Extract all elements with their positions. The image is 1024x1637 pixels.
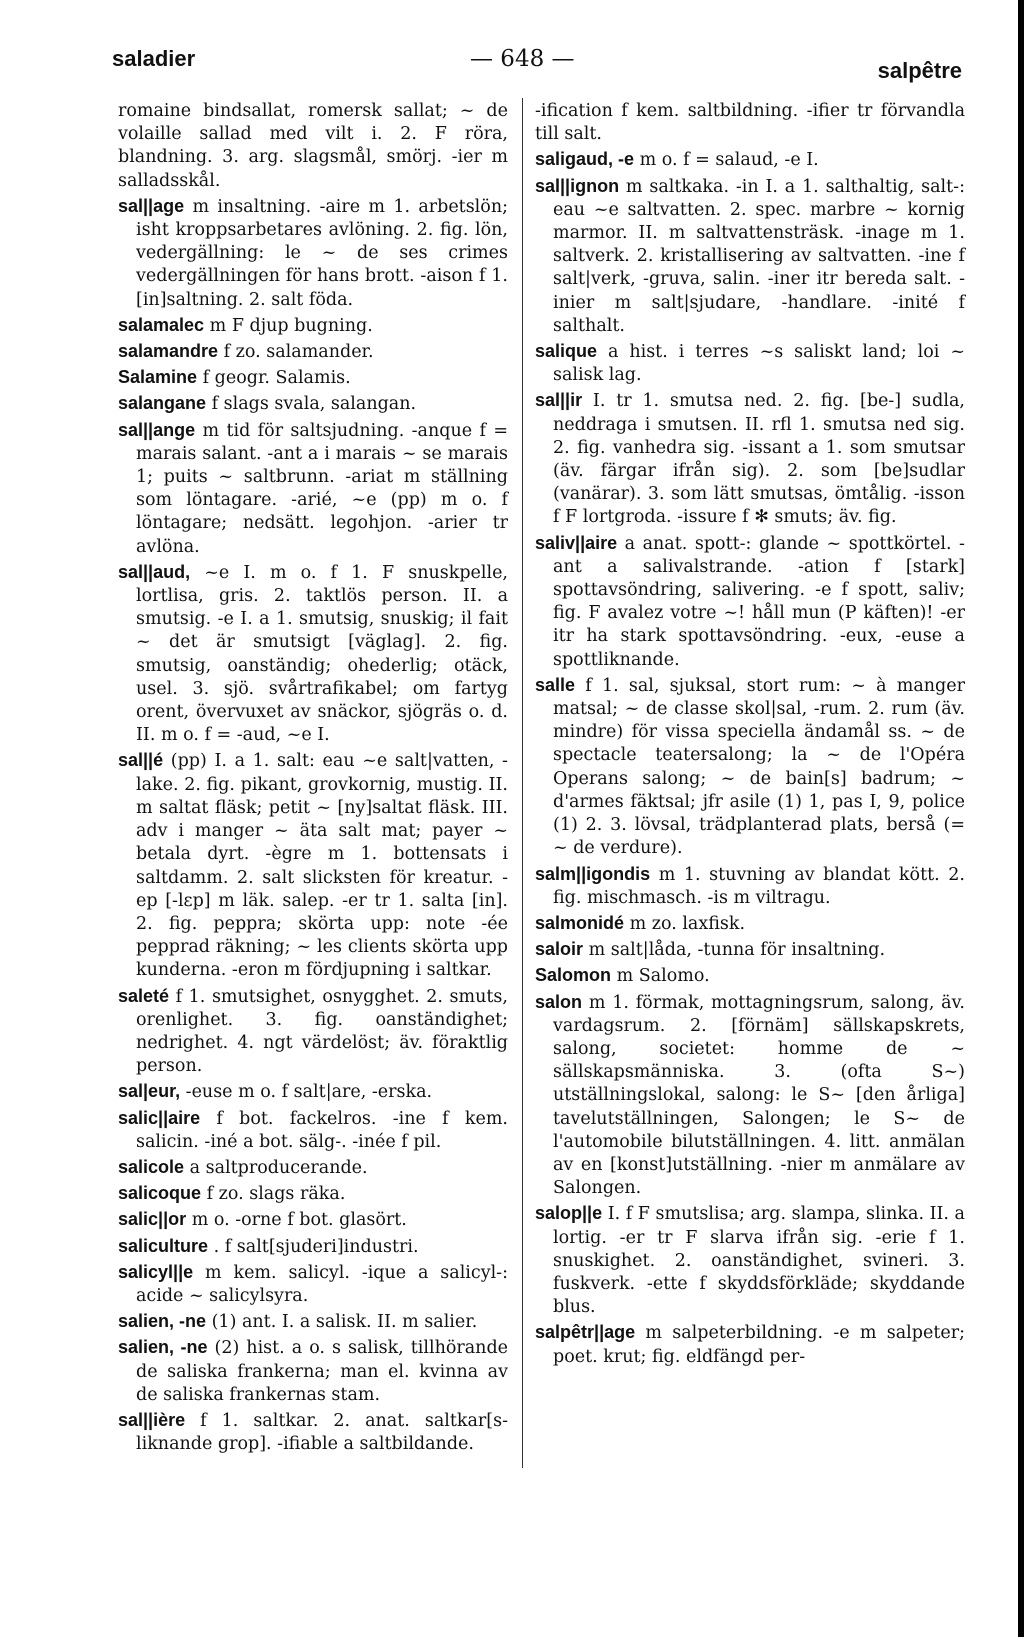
dictionary-entry — [118, 366, 508, 390]
entry-headword: saloir — [535, 939, 584, 960]
entry-definition: a anat. spott-: glande ~ spottkörtel. -ant a salivalstrande. -ation f [stark] spottavsöndring, salivering. -e f spott, saliv; fig. F avalez votre ~! håll mun (P käften)! -er itr ha stark spottavsöndring. -eux, -euse a spottliknande. — [553, 533, 965, 670]
entry-definition: f 1. smutsighet, osnygghet. 2. smuts, orenlighet. 3. fig. oanständighet; nedrighet. 4. ngt värdelöst; äv. föraktlig person. — [136, 986, 508, 1077]
dictionary-entry — [535, 532, 965, 672]
header-right-guideword: salpêtre — [877, 58, 962, 83]
dictionary-entry — [118, 1409, 508, 1456]
dictionary-entry — [535, 674, 965, 861]
page-number: — 648 — — [470, 46, 575, 72]
entry-headword: saliv||aire — [535, 532, 618, 553]
entry-headword: salop||e — [535, 1203, 603, 1224]
dictionary-entry — [118, 1310, 508, 1334]
entry-definition: a saltproducerande. — [189, 1157, 368, 1178]
entry-definition: m salpeterbildning. -e m salpeter; poet. krut; fig. eldfängd per- — [553, 1323, 965, 1367]
entry-definition: m o. -orne f bot. glasört. — [191, 1210, 407, 1231]
entry-headword: sal||é — [118, 750, 164, 771]
left-column — [118, 100, 508, 1458]
entry-definition: m insaltning. -aire m 1. arbetslön; isht kroppsarbetares avlöning. 2. fig. lön, vedergällning: le ~ de ses crimes vedergällningen för hans brott. -aison f 1. [in]saltning. 2. salt föda. — [136, 196, 508, 310]
entry-headword: salicoque — [118, 1183, 202, 1204]
entry-definition: (1) ant. I. a salisk. II. m salier. — [211, 1312, 478, 1333]
dictionary-entry — [118, 1261, 508, 1308]
right-column — [535, 100, 965, 1371]
dictionary-entry — [118, 100, 508, 193]
dictionary-entry — [118, 195, 508, 312]
dictionary-entry — [535, 340, 965, 387]
dictionary-entry — [535, 863, 965, 910]
entry-headword: sal||ir — [535, 390, 583, 411]
dictionary-entry — [535, 938, 965, 962]
entry-definition: f 1. saltkar. 2. anat. saltkar[s-liknande grop]. -ifiable a saltbildande. — [136, 1410, 508, 1455]
entry-definition: m tid för saltsjudning. -anque f = marais salant. -ant a i marais ~ se marais 1; puits ~ saltbrunn. -ariat m ställning som löntagare. -arié, ~e (pp) m o. f löntagare; nedsätt. legohjon. -arier tr avlöna. — [136, 420, 508, 557]
entry-definition: m 1. förmak, mottagningsrum, salong, äv. vardagsrum. 2. [förnäm] sällskapskrets, salong, societet: homme de ~ sällskapsmänniska. 3. (ofta S~) utställningslokal, salong: le S~ [den årliga] tavelutställningen, Salongen; le S~ de l'automobile bilutställningen. 4. litt. anmälan av en [konst]utställning. -nier m anmälare av Salongen. — [553, 992, 965, 1199]
dictionary-entry — [118, 749, 508, 982]
entry-definition: m kem. salicyl. -ique a salicyl-: acide ~ salicylsyra. — [136, 1262, 508, 1306]
entry-definition: (pp) I. a 1. salt: eau ~e salt|vatten, -lake. 2. fig. pikant, grovkornig, mustig. II. m saltat fläsk; petit ~ [ny]saltat fläsk. III. adv i manger ~ äta salt mat; payer ~ betala dyrt. -ègre m 1. bottensats i saltdamm. 2. salt slicksten för kreatur. -ep [-lɛp] m läk. salep. -er tr 1. salta [in]. 2. fig. peppra; skörta upp: note -ée pepprad räkning; ~ les clients skörta upp kunderna. -eron m fördjupning i saltkar. — [136, 751, 508, 981]
dictionary-entry — [535, 964, 965, 988]
entry-definition: m o. f = salaud, -e I. — [639, 150, 819, 171]
entry-definition: (2) hist. a o. s salisk, tillhörande de saliska frankerna; man el. kvinna av de saliska frankernas stam. — [136, 1338, 508, 1405]
dictionary-entry — [535, 991, 965, 1201]
entry-headword: saligaud, -e — [535, 149, 635, 170]
entry-headword: salique — [535, 341, 598, 362]
entry-headword: salon — [535, 991, 583, 1012]
entry-headword: salicole — [118, 1156, 185, 1177]
entry-headword: sal||ignon — [535, 175, 620, 196]
entry-headword: sal||age — [118, 195, 185, 216]
entry-headword: salamalec — [118, 314, 205, 335]
entry-definition: m Salomo. — [616, 966, 710, 987]
entry-definition: I. f F smutslisa; arg. slampa, slinka. II. a lortig. -er tr F slarva ifrån sig. -erie f 1. snuskighet. 2. oanständighet, svineri. 3. fuskverk. -ette f skyddsförkläde; skyddande blus. — [553, 1204, 965, 1318]
entry-headword: Salamine — [118, 367, 198, 388]
entry-definition: I. tr 1. smutsa ned. 2. fig. [be-] sudla, neddraga i smutsen. II. rfl 1. smutsa ned sig. 2. fig. vanhedra sig. -issant a 1. som smutsar (äv. färgar ifrån sig). 2. som [be]sudlar (vanärar). 3. som lätt smutsas, ömtålig. -isson f F lortgroda. -issure f ✻ smuts; äv. fig. — [553, 391, 965, 528]
dictionary-entry — [118, 419, 508, 559]
dictionary-entry — [118, 1080, 508, 1104]
dictionary-entry — [118, 1107, 508, 1154]
entry-definition: f zo. slags räka. — [206, 1184, 346, 1205]
dictionary-entry — [118, 392, 508, 416]
entry-definition: m salt|låda, -tunna för insaltning. — [588, 940, 886, 961]
entry-headword: salien, -ne — [118, 1337, 208, 1358]
entry-definition: m 1. stuvning av blandat kött. 2. fig. mischmasch. -is m viltragu. — [553, 864, 965, 908]
entry-definition: m saltkaka. -in I. a 1. salthaltig, salt-: eau ~e saltvatten. 2. spec. marbre ~ kornig marmor. II. m saltvattensträsk. -inage m 1. saltverk. 2. kristallisering av saltvatten. -ine f salt|verk, -gruva, salin. -iner itr bereda salt. -inier m salt|sjudare, -handlare. -inité f salthalt. — [553, 176, 965, 336]
dictionary-entry — [535, 912, 965, 936]
entry-definition: -ification f kem. saltbildning. -ifier tr förvandla till salt. — [535, 101, 965, 145]
entry-definition: ~e I. m o. f 1. F snuskpelle, lortlisa, gris. 2. taktlös person. II. a smutsig. -e I. a 1. smutsig, snuskig; il fait ~ det är smutsigt [väglag]. 2. fig. smutsig, oanständig; ohederlig; otäck, usel. 3. sjö. svårtrafikabel; om fartyg orent, övervuxet av snäckor, sjögräs o. d. II. m o. f = -aud, ~e I. — [136, 562, 508, 746]
entry-headword: salle — [535, 674, 576, 695]
dictionary-entry — [535, 175, 965, 338]
entry-headword: saleté — [118, 985, 170, 1006]
column-divider — [522, 98, 523, 1468]
entry-headword: salic||aire — [118, 1107, 201, 1128]
dictionary-entry — [118, 1208, 508, 1232]
entry-definition: -euse m o. f salt|are, -erska. — [185, 1082, 433, 1103]
dictionary-entry — [118, 1156, 508, 1180]
entry-definition: f geogr. Salamis. — [202, 368, 351, 389]
page-edge — [1018, 0, 1024, 1637]
entry-headword: salpêtr||age — [535, 1322, 636, 1343]
entry-definition: m zo. laxfisk. — [629, 913, 746, 934]
dictionary-entry — [535, 1202, 965, 1319]
entry-headword: Salomon — [535, 965, 612, 986]
dictionary-entry — [535, 389, 965, 529]
entry-headword: sal||ière — [118, 1409, 186, 1430]
entry-definition: f bot. fackelros. -ine f kem. salicin. -iné a bot. sälg-. -inée f pil. — [136, 1108, 508, 1152]
dictionary-entry — [535, 1321, 965, 1368]
entry-headword: salic||or — [118, 1209, 187, 1230]
dictionary-entry — [118, 561, 508, 748]
dictionary-entry — [118, 340, 508, 364]
dictionary-entry — [118, 1235, 508, 1259]
entry-headword: salien, -ne — [118, 1311, 207, 1332]
entry-definition: f zo. salamander. — [223, 342, 374, 363]
dictionary-entry — [118, 1336, 508, 1407]
entry-headword: sal||ange — [118, 419, 196, 440]
page-header — [0, 46, 1024, 82]
entry-definition: f 1. sal, sjuksal, stort rum: ~ à manger matsal; ~ de classe skol|sal, -rum. 2. rum (äv. mindre) för vissa speciella ändamål ss. ~ de spectacle teatersalong; la ~ de l'Opéra Operans salong; ~ de bain[s] badrum; ~ d'armes fäktsal; jfr asile (1) 1, pas I, 9, police (1) 2. 3. lövsal, trädplanterad plats, berså (= ~ de verdure). — [553, 675, 965, 859]
header-left-guideword: saladier — [112, 46, 196, 71]
entry-headword: salmonidé — [535, 912, 625, 933]
entry-definition: m F djup bugning. — [209, 315, 373, 336]
dictionary-entry — [535, 148, 965, 172]
entry-headword: salicyl||e — [118, 1261, 194, 1282]
entry-definition: romaine bindsallat, romersk sallat; ~ de volaille sallad med vilt i. 2. F röra, blandning. 3. arg. slagsmål, smörj. -ier m salladsskål. — [118, 101, 508, 191]
entry-definition: a hist. i terres ~s saliskt land; loi ~ salisk lag. — [553, 342, 965, 386]
dictionary-entry — [118, 1182, 508, 1206]
dictionary-entry — [118, 985, 508, 1079]
entry-headword: salamandre — [118, 341, 219, 362]
entry-definition: f slags svala, salangan. — [211, 394, 417, 415]
entry-headword: saliculture — [118, 1235, 209, 1256]
entry-definition: . f salt[sjuderi]industri. — [213, 1236, 419, 1257]
dictionary-entry — [118, 314, 508, 338]
entry-headword: sal||aud, — [118, 561, 191, 582]
entry-headword: salm||igondis — [535, 863, 651, 884]
entry-headword: sal|eur, — [118, 1081, 181, 1102]
dictionary-entry — [535, 100, 965, 146]
entry-headword: salangane — [118, 393, 207, 414]
